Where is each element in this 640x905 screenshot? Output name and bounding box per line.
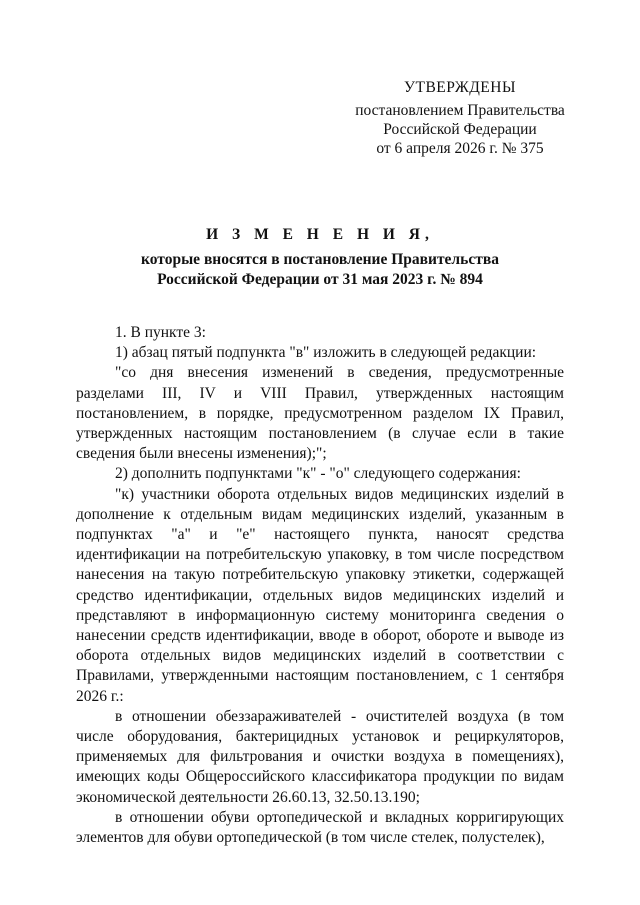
paragraph-quote-1: "со дня внесения изменений в сведения, предусмотренные разделами III, IV и VIII Правил, утвержденных настоящим постановлением, в порядке, предусмотренном разделом IX Правил, утвержденных настоящим постановлением (в случае если в такие сведения были внесены изменения);";: [76, 364, 564, 463]
paragraph-air-purifiers: в отношении обеззараживателей - очистителей воздуха (в том числе оборудования, бактерицидных установок и рециркуляторов, применяемых для фильтрования и очистки воздуха в помещениях), имеющих коды Общероссийского классификатора продукции по видам экономической деятельности 26.60.13, 32.50.13.190;: [76, 707, 564, 806]
title-subtitle-line-1: которые вносятся в постановление Правительства: [141, 251, 499, 268]
approval-heading: УТВЕРЖДЕНЫ: [404, 79, 516, 96]
paragraph-subitem-2: 2) дополнить подпунктами "к" - "о" следующего содержания:: [115, 465, 521, 483]
paragraph-subitem-k: "к) участники оборота отдельных видов медицинских изделий в дополнение к отдельным видам медицинских изделий, указанным в подпунктах "а" и "е" настоящего пункта, наносят средства идентификации на потребительскую упаковку, в том числе посредством нанесения на такую потребительскую упаковку этикетки, содержащей средство идентификации, отдельных видов медицинских изделий и представляют в информационную систему мониторинга сведения о нанесении средств идентификации, вводе в оборот, обороте и выводе из оборота отдельных видов медицинских изделий в соответствии с Правилами, утвержденными настоящим постановлением, с 1 сентября 2026 г.:: [76, 485, 564, 705]
document-title: [60, 226, 580, 290]
document-body: [76, 323, 564, 848]
approval-block: [340, 78, 580, 158]
paragraph-subitem-1: 1) абзац пятый подпункта "в" изложить в следующей редакции:: [115, 344, 537, 362]
paragraph-orthopedic-shoes: в отношении обуви ортопедической и вкладных корригирующих элементов для обуви ортопедической (в том числе стелек, полустелек),: [76, 808, 564, 847]
paragraph-item-1: 1. В пункте 3:: [115, 324, 206, 341]
title-heading: И З М Е Н Е Н И Я,: [206, 226, 434, 243]
approval-line-3: от 6 апреля 2026 г. № 375: [376, 140, 544, 157]
title-subtitle-line-2: Российской Федерации от 31 мая 2023 г. № 894: [157, 271, 483, 288]
approval-line-2: Российской Федерации: [383, 121, 537, 138]
approval-line-1: постановлением Правительства: [355, 102, 565, 119]
